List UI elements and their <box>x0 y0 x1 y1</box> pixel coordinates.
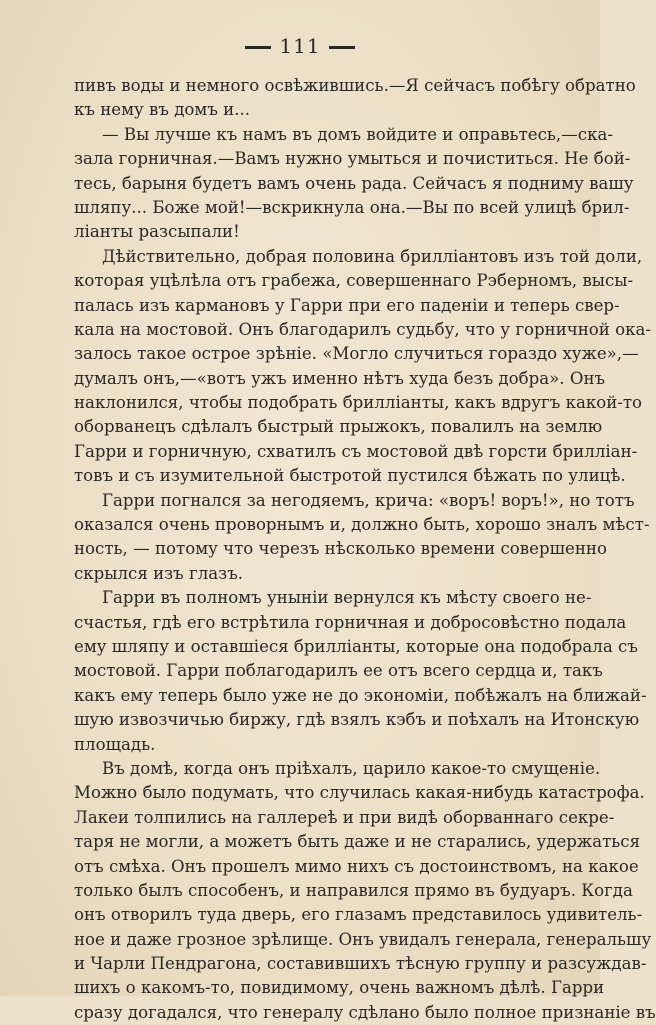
text-line: товъ и съ изумительной быстротой пустился бѣжать по улицѣ. <box>74 466 626 486</box>
text-line: думалъ онъ,—«вотъ ужъ именно нѣтъ худа безъ добра». Онъ <box>74 368 606 388</box>
text-line: отъ смѣха. Онъ прошелъ мимо нихъ съ достоинствомъ, на какое <box>74 856 639 876</box>
text-line: Гарри и горничную, схватилъ съ мостовой двѣ горсти брилліан- <box>74 441 638 461</box>
text-line: наклонился, чтобы подобрать брилліанты, какъ вдругъ какой-то <box>74 393 643 413</box>
text-line: тесь, барыня будетъ вамъ очень рада. Сейчасъ я подниму вашу <box>74 173 634 193</box>
page-number-dash-right <box>329 46 355 49</box>
text-line: площадь. <box>74 734 156 754</box>
paragraph <box>74 757 656 1025</box>
text-line: какъ ему теперь было уже не до экономіи, побѣжалъ на ближай- <box>74 685 647 705</box>
text-line: Гарри погнался за негодяемъ, крича: «воръ! воръ!», но тотъ <box>102 490 635 510</box>
text-line: Можно было подумать, что случилась какая-нибудь катастрофа. <box>74 783 645 803</box>
text-line: шляпу... Боже мой!—вскрикнула она.—Вы по всей улицѣ брил- <box>74 197 630 217</box>
text-line: счастья, гдѣ его встрѣтила горничная и добросовѣстно подала <box>74 612 627 632</box>
text-line: Гарри въ полномъ уныніи вернулся къ мѣсту своего не- <box>102 588 592 608</box>
text-line: скрылся изъ глазъ. <box>74 563 244 583</box>
text-line: мостовой. Гарри поблагодарилъ ее отъ всего сердца и, такъ <box>74 661 603 681</box>
text-line: пивъ воды и немного освѣжившись.—Я сейчасъ побѣгу обратно <box>74 76 636 95</box>
page-number-value: 111 <box>279 34 321 58</box>
body-text <box>74 74 656 1025</box>
text-line: сразу догадался, что генералу сдѣлано было полное признаніе въ <box>74 1002 656 1022</box>
text-line: палась изъ кармановъ у Гарри при его паденіи и теперь свер- <box>74 295 620 315</box>
text-line: оборванецъ сдѣлалъ быстрый прыжокъ, повалилъ на землю <box>74 417 603 437</box>
text-line: Въ домѣ, когда онъ пріѣхалъ, царило какое-то смущеніе. <box>102 758 601 778</box>
paragraph <box>74 123 634 245</box>
paragraph <box>74 586 647 757</box>
text-line: оказался очень проворнымъ и, должно быть, хорошо зналъ мѣст- <box>74 515 650 535</box>
text-line: зала горничная.—Вамъ нужно умыться и почиститься. Не бой- <box>74 149 631 169</box>
paragraph <box>74 245 651 489</box>
text-line: шихъ о какомъ-то, повидимому, очень важномъ дѣлѣ. Гарри <box>74 978 605 998</box>
text-line: и Чарли Пендрагона, составившихъ тѣсную группу и разсуждав- <box>74 954 647 974</box>
text-line: кала на мостовой. Онъ благодарилъ судьбу, что у горничной ока- <box>74 319 651 339</box>
text-line: только былъ способенъ, и направился прямо въ будуаръ. Когда <box>74 880 633 900</box>
text-line: Лакеи толпились на галлереѣ и при видѣ оборваннаго секре- <box>74 807 615 827</box>
text-line: Дѣйствительно, добрая половина брилліантовъ изъ той доли, <box>102 246 643 266</box>
page-number <box>0 34 600 58</box>
text-line: ность, — потому что черезъ нѣсколько времени совершенно <box>74 539 607 559</box>
text-line: онъ отворилъ туда дверь, его глазамъ представилось удивитель- <box>74 905 643 925</box>
page-number-dash-left <box>245 46 271 49</box>
text-line: — Вы лучше къ намъ въ домъ войдите и оправьтесь,—ска- <box>102 124 613 144</box>
text-line: ліанты разсыпали! <box>74 222 240 242</box>
paragraph <box>74 489 650 587</box>
text-line: таря не могли, а можетъ быть даже и не старались, удержаться <box>74 832 641 852</box>
text-line: шую извозчичью биржу, гдѣ взялъ кэбъ и поѣхалъ на Итонскую <box>74 710 640 730</box>
text-line: къ нему въ домъ и... <box>74 100 251 120</box>
text-line: ему шляпу и оставшіеся брилліанты, которые она подобрала съ <box>74 636 638 656</box>
text-line: ное и даже грозное зрѣлище. Онъ увидалъ генерала, генеральшу <box>74 929 652 949</box>
paragraph <box>74 74 636 123</box>
text-line: залось такое острое зрѣніе. «Могло случиться гораздо хуже»,— <box>74 344 639 364</box>
text-line: которая уцѣлѣла отъ грабежа, совершеннаго Рэберномъ, высы- <box>74 271 634 291</box>
